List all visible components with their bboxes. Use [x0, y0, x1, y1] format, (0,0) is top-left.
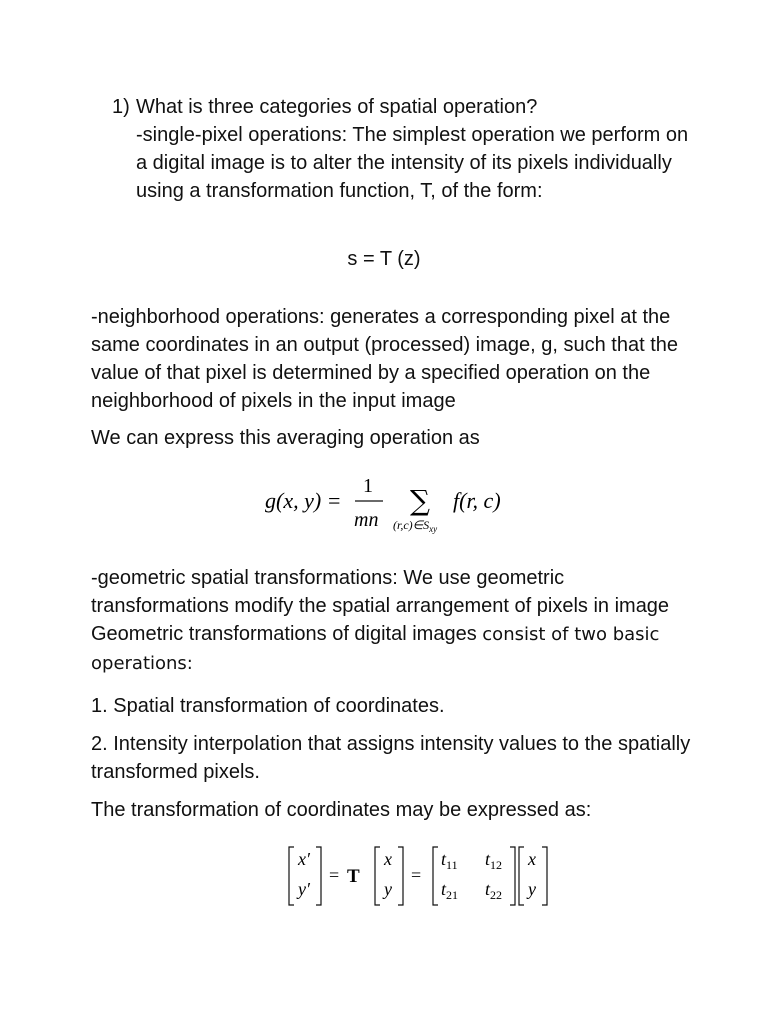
v2-top: x: [384, 849, 392, 869]
geometric-text: -geometric spatial transformations: We use geometric transformations modify the spatial arrangement of pixels in image Geometric transformations of digital images: [91, 567, 670, 645]
sum-symbol: ∑: [410, 484, 430, 517]
matrix-T: T: [347, 866, 360, 887]
question-title: What is three categories of spatial operation?: [136, 96, 538, 118]
bracket-v1-right: [316, 847, 321, 905]
geometric-text-tail: consist of two basic operations:: [91, 624, 660, 674]
averaging-formula: [255, 470, 535, 540]
bracket-v2-left: [375, 847, 380, 905]
t12: $t_{12}$: [485, 849, 503, 872]
question-heading: [112, 93, 672, 121]
formula-lhs: g(x, y) =: [265, 488, 342, 513]
bracket-v3-right: [542, 847, 547, 905]
t11: $t_{11}$: [441, 849, 458, 872]
bracket-v3-left: [519, 847, 524, 905]
t22: $t_{22}$: [485, 879, 503, 902]
bracket-v1-left: [289, 847, 294, 905]
v3-bot: y: [528, 879, 536, 899]
formula-numerator: 1: [363, 475, 373, 497]
matrix-formula: [285, 843, 565, 909]
equals-1: =: [329, 865, 340, 885]
list-item-intensity: 2. Intensity interpolation that assigns intensity values to the spatially transformed pixels.: [91, 733, 691, 783]
transformation-intro: The transformation of coordinates may be expressed as:: [91, 799, 592, 821]
v3-top: x: [528, 849, 536, 869]
formula-denominator: mn: [354, 509, 379, 531]
bracket-m-right: [510, 847, 515, 905]
v1-top: x′: [298, 849, 310, 869]
v1-bot: y′: [298, 879, 310, 899]
v2-bot: y: [384, 879, 392, 899]
neighborhood-paragraph: -neighborhood operations: generates a corresponding pixel at the same coordinates in an output (processed) image, g, such that the value of that pixel is determined by a specified operation on the neighborhood of pixels in the input image: [91, 306, 679, 412]
list-item-spatial: 1. Spatial transformation of coordinates.: [91, 695, 445, 717]
question-number: 1): [112, 96, 130, 118]
averaging-intro: We can express this averaging operation as: [91, 427, 480, 449]
t21: $t_{21}$: [441, 879, 459, 902]
sum-subscript: $(r,c)\in S_{xy}$: [393, 518, 438, 534]
equation-s-equals-t: [0, 245, 768, 273]
formula-term: f(r, c): [453, 488, 501, 513]
geometric-paragraph: [91, 564, 691, 678]
bracket-m-left: [433, 847, 438, 905]
equation-s-text: s = T (z): [347, 248, 421, 270]
single-pixel-paragraph: -single-pixel operations: The simplest operation we perform on a digital image is to alter the intensity of its pixels individually using a transformation function, T, of the form:: [136, 124, 689, 202]
equals-2: =: [411, 865, 422, 885]
bracket-v2-right: [398, 847, 403, 905]
sum-subscript-xy: xy: [429, 524, 438, 534]
